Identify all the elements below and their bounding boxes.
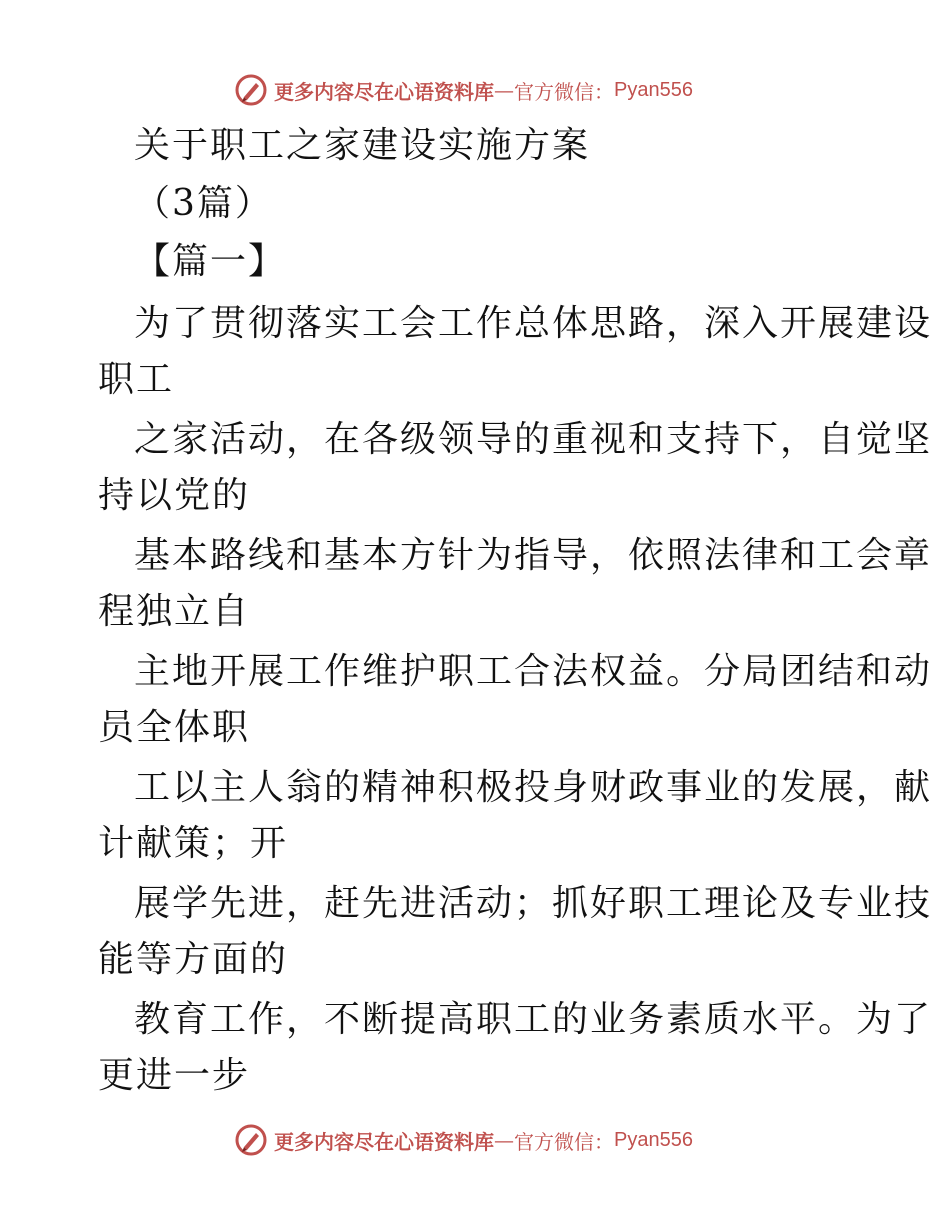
body-line: 持以党的 — [98, 475, 251, 516]
document-count: （3篇） — [134, 183, 273, 224]
banner-wechat-label: 官方微信： — [514, 1129, 614, 1154]
body-line: 为了贯彻落实工会工作总体思路，深入开展建设 — [134, 303, 933, 344]
footer-banner — [234, 1120, 714, 1160]
body-line: 程独立自 — [98, 591, 251, 632]
body-line: 能等方面的 — [98, 939, 289, 980]
body-line: 更进一步 — [98, 1055, 251, 1096]
body-line: 教育工作，不断提高职工的业务素质水平。为了 — [134, 999, 933, 1040]
body-line: 基本路线和基本方针为指导，依照法律和工会章 — [134, 535, 933, 576]
body-line: 展学先进，赶先进活动；抓好职工理论及专业技 — [134, 883, 933, 924]
body-line: 计献策；开 — [98, 823, 289, 864]
banner-wechat-id: Pyan556 — [614, 78, 693, 101]
body-line: 工以主人翁的精神积极投身财政事业的发展，献 — [134, 767, 933, 808]
body-line: 之家活动，在各级领导的重视和支持下，自觉坚 — [134, 419, 933, 460]
section-heading: 【篇一】 — [134, 241, 287, 282]
document-title: 关于职工之家建设实施方案 — [134, 125, 591, 166]
body-line: 主地开展工作维护职工合法权益。分局团结和动 — [134, 651, 933, 692]
header-banner — [234, 70, 714, 110]
banner-site-text: 更多内容尽在心语资料库 — [274, 1129, 494, 1154]
banner-dash: — — [494, 1128, 514, 1152]
body-line: 职工 — [98, 359, 175, 400]
pen-logo-icon — [234, 1123, 268, 1157]
banner-wechat-id: Pyan556 — [614, 1128, 693, 1151]
banner-site-text: 更多内容尽在心语资料库 — [274, 79, 494, 104]
banner-wechat-label: 官方微信： — [514, 79, 614, 104]
body-line: 员全体职 — [98, 707, 251, 748]
banner-dash: — — [494, 78, 514, 102]
pen-logo-icon — [234, 73, 268, 107]
